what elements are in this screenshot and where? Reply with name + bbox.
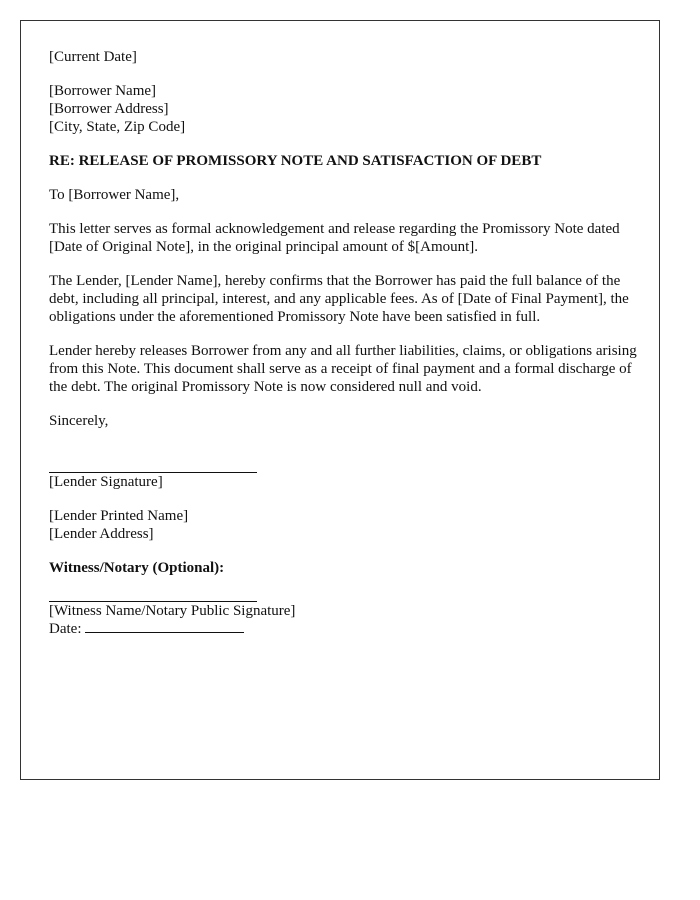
lender-info-block [49,507,639,543]
witness-signature-label: [Witness Name/Notary Public Signature] [49,603,296,619]
letter-page [20,20,660,780]
recipient-block [49,82,639,136]
body-paragraph-3: Lender hereby releases Borrower from any and all further liabilities, claims, or obligations arising from this Note. This document shall serve as a receipt of final payment and a formal discharge of the debt. The original Promissory Note is now considered null and void. [49,343,637,395]
current-date: [Current Date] [49,49,137,65]
witness-heading: Witness/Notary (Optional): [49,560,225,576]
witness-signature-block [49,601,639,638]
date-label: Date: [49,621,82,637]
recipient-city-state-zip: [City, State, Zip Code] [49,119,186,135]
lender-signature-block [49,472,639,491]
salutation: To [Borrower Name], [49,187,180,203]
witness-date-row [49,620,639,638]
lender-address: [Lender Address] [49,526,154,542]
recipient-name: [Borrower Name] [49,83,157,99]
letter-content [49,48,639,654]
recipient-address: [Borrower Address] [49,101,169,117]
closing: Sincerely, [49,413,109,429]
lender-signature-label: [Lender Signature] [49,474,163,490]
subject-line: RE: RELEASE OF PROMISSORY NOTE AND SATISFACTION OF DEBT [49,153,542,169]
lender-printed-name: [Lender Printed Name] [49,508,189,524]
body-paragraph-1: This letter serves as formal acknowledgement and release regarding the Promissory Note dated [Date of Original Note], in the original principal amount of $[Amount]. [49,221,620,255]
date-blank-line [85,632,244,633]
body-paragraph-2: The Lender, [Lender Name], hereby confirms that the Borrower has paid the full balance of the debt, including all principal, interest, and any applicable fees. As of [Date of Final Payment], the obligations under the aforementioned Promissory Note have been satisfied in full. [49,273,629,325]
